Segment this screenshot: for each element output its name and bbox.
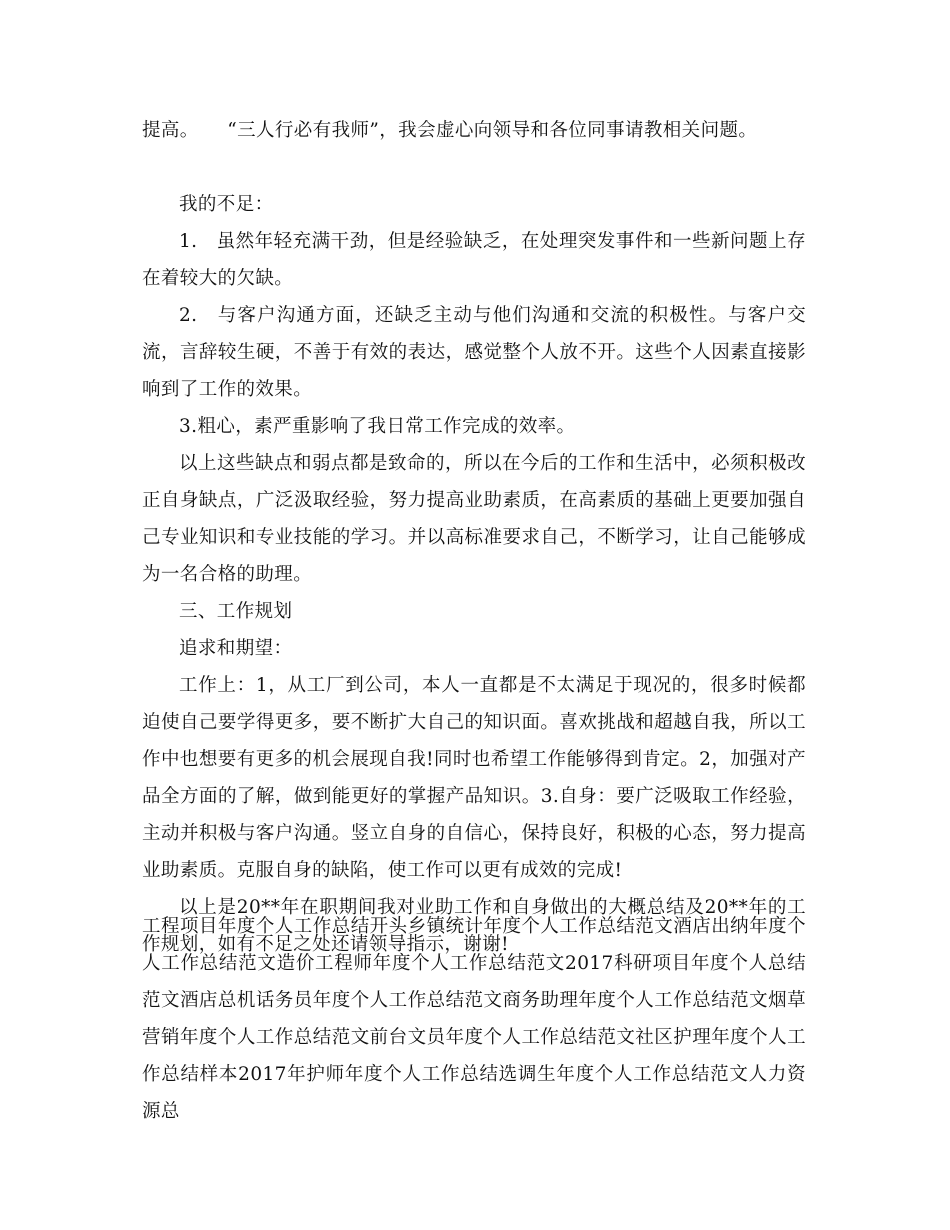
shortcoming-item-2: 2. 与客户沟通方面，还缺乏主动与他们沟通和交流的积极性。与客户交流，言辞较生硬，不善于有效的表达，感觉整个人放不开。这些个人因素直接影响到了工作的效果。 [142, 305, 806, 400]
opening-line: 提高。 “三人行必有我师”，我会虚心向领导和各位同事请教相关问题。 [142, 120, 758, 141]
document-body [142, 112, 806, 963]
paragraph-gap [142, 149, 806, 186]
related-articles-list[interactable]: 工程项目年度个人工作总结开头乡镇统计年度个人工作总结范文酒店出纳年度个人工作总结范文造价工程师年度个人工作总结范文2017科研项目年度个人总结范文酒店总机话务员年度个人工作总结范文商务助理年度个人工作总结范文烟草营销年度个人工作总结范文前台文员年度个人工作总结范文社区护理年度个人工作总结样本2017年护师年度个人工作总结选调生年度个人工作总结范文人力资源总 [142, 916, 806, 1122]
work-paragraph: 工作上：1，从工厂到公司，本人一直都是不太满足于现况的，很多时候都迫使自己要学得更多，要不断扩大自己的知识面。喜欢挑战和超越自我，所以工作中也想要有更多的机会展现自我!同时也希望工作能够得到肯定。2，加强对产品全方面的了解，做到能更好的掌握产品知识。3.自身：要广泛吸取工作经验，主动并积极与客户沟通。竖立自身的自信心，保持良好，积极的心态，努力提高业助素质。克服自身的缺陷，使工作可以更有成效的完成! [142, 675, 806, 881]
shortcoming-item-1: 1. 虽然年轻充满干劲，但是经验缺乏，在处理突发事件和一些新问题上存在着较大的欠缺。 [142, 231, 806, 289]
section-heading: 三、工作规划 [179, 601, 293, 622]
closing-paragraph: 以上是20**年在职期间我对业助工作和自身做出的大概总结及20**年的工作规划，如有不足之处还请领导指示，谢谢! [142, 897, 806, 955]
improvement-paragraph: 以上这些缺点和弱点都是致命的，所以在今后的工作和生活中，必须积极改正自身缺点，广泛汲取经验，努力提高业助素质，在高素质的基础上更要加强自己专业知识和专业技能的学习。并以高标准要求自己，不断学习，让自己能够成为一名合格的助理。 [142, 453, 806, 585]
shortcomings-heading: 我的不足： [179, 194, 274, 215]
goals-heading: 追求和期望： [179, 638, 293, 659]
shortcoming-item-3: 3.粗心，素严重影响了我日常工作完成的效率。 [179, 416, 576, 437]
